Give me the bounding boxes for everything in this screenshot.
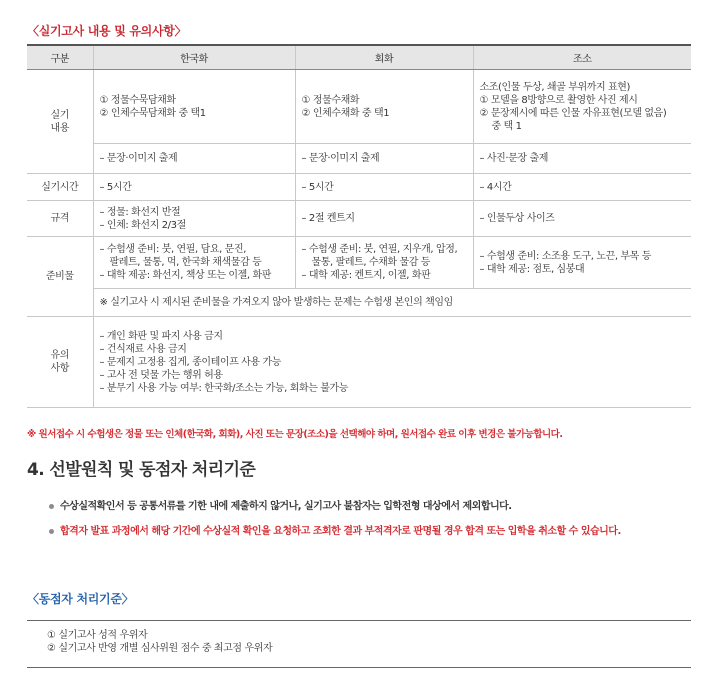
list-item: – 건식재료 사용 금지 (99, 343, 187, 355)
row-label-size: 규격 (27, 201, 93, 237)
bullet-dot-icon (49, 504, 54, 509)
table-row (27, 289, 691, 317)
section-heading-selection: 4. 선발원칙 및 동점자 처리기준 (27, 460, 256, 480)
section-title-tiebreak: 〈동점자 처리기준〉 (27, 592, 134, 606)
header-sculpture: 조소 (473, 45, 691, 70)
bullet-dot-icon (49, 529, 54, 534)
list-item: – 분무기 사용 가능 여부: 한국화/조소는 가능, 회화는 불가능 (99, 382, 349, 394)
table-row (27, 237, 691, 289)
row-label-content: 실기 내용 (27, 70, 93, 174)
cell-sculpture-prep: – 수험생 준비: 소조용 도구, 노끈, 부목 등 – 대학 제공: 점토, 심봉대 (473, 237, 691, 289)
cell-painting-prep: – 수험생 준비: 붓, 연필, 지우개, 압정, 물통, 팔레트, 수채화 물감 등 – 대학 제공: 켄트지, 이젤, 화판 (295, 237, 473, 289)
cell-painting-time: – 5시간 (295, 174, 473, 201)
table-row (27, 317, 691, 408)
cell-korean-prep: – 수험생 준비: 붓, 연필, 담요, 문진, 팔레트, 물통, 먹, 한국화 채색물감 등 – 대학 제공: 화선지, 책상 또는 이젤, 화판 (93, 237, 295, 289)
header-category: 구분 (27, 45, 93, 70)
cell-korean-size: – 정물: 화선지 반절 – 인체: 화선지 2/3절 (93, 201, 295, 237)
cell-sculpture-topic: – 사진·문장 출제 (473, 144, 691, 174)
row-label-prep: 준비물 (27, 237, 93, 317)
exam-info-table (27, 44, 691, 408)
list-item: – 문제지 고정용 집게, 종이테이프 사용 가능 (99, 356, 281, 368)
cell-cautions (93, 317, 691, 408)
section-title-exam-content: 〈실기고사 내용 및 유의사항〉 (27, 24, 187, 38)
header-korean-painting: 한국화 (93, 45, 295, 70)
header-painting: 회화 (295, 45, 473, 70)
list-item: – 개인 화판 및 파지 사용 금지 (99, 330, 223, 342)
list-item: ② 실기고사 반영 개별 심사위원 점수 중 최고점 우위자 (47, 643, 273, 654)
cell-painting-content: ① 정물수채화 ② 인체수채화 중 택1 (295, 70, 473, 144)
application-warning-note: ※ 원서접수 시 수험생은 정물 또는 인체(한국화, 회화), 사진 또는 문장(조소)을 선택해야 하며, 원서접수 완료 이후 변경은 불가능합니다. (27, 429, 563, 440)
table-row (27, 201, 691, 237)
cell-korean-topic: – 문장·이미지 출제 (93, 144, 295, 174)
table-row (27, 70, 691, 144)
cell-painting-topic: – 문장·이미지 출제 (295, 144, 473, 174)
tiebreak-criteria-box (27, 620, 691, 668)
cell-painting-size: – 2절 켄트지 (295, 201, 473, 237)
list-item: ① 실기고사 성적 우위자 (47, 630, 148, 641)
cell-korean-content: ① 정물수묵담채화 ② 인체수묵담채화 중 택1 (93, 70, 295, 144)
cell-sculpture-content: 소조(인물 두상, 쇄골 부위까지 표현) ① 모델을 8방향으로 촬영한 사진 제시 ② 문장제시에 따른 인물 자유표현(모델 없음) 중 택 1 (473, 70, 691, 144)
table-row (27, 174, 691, 201)
bullet-cancellation-warning: 합격자 발표 과정에서 해당 기간에 수상실적 확인을 요청하고 조회한 결과 부적격자로 판명될 경우 합격 또는 입학을 취소할 수 있습니다. (60, 523, 696, 540)
cell-sculpture-time: – 4시간 (473, 174, 691, 201)
table-header-row (27, 45, 691, 70)
row-label-caution: 유의 사항 (27, 317, 93, 408)
row-label-time: 실기시간 (27, 174, 93, 201)
cell-sculpture-size: – 인물두상 사이즈 (473, 201, 691, 237)
list-item: – 고사 전 덧물 가는 행위 허용 (99, 369, 223, 381)
table-row (27, 144, 691, 174)
cell-korean-time: – 5시간 (93, 174, 295, 201)
prep-note: ※ 실기고사 시 제시된 준비물을 가져오지 않아 발생하는 문제는 수험생 본인의 책임임 (93, 289, 691, 317)
bullet-document-submission: 수상실적확인서 등 공통서류를 기한 내에 제출하지 않거나, 실기고사 불참자는 입학전형 대상에서 제외합니다. (60, 498, 512, 515)
